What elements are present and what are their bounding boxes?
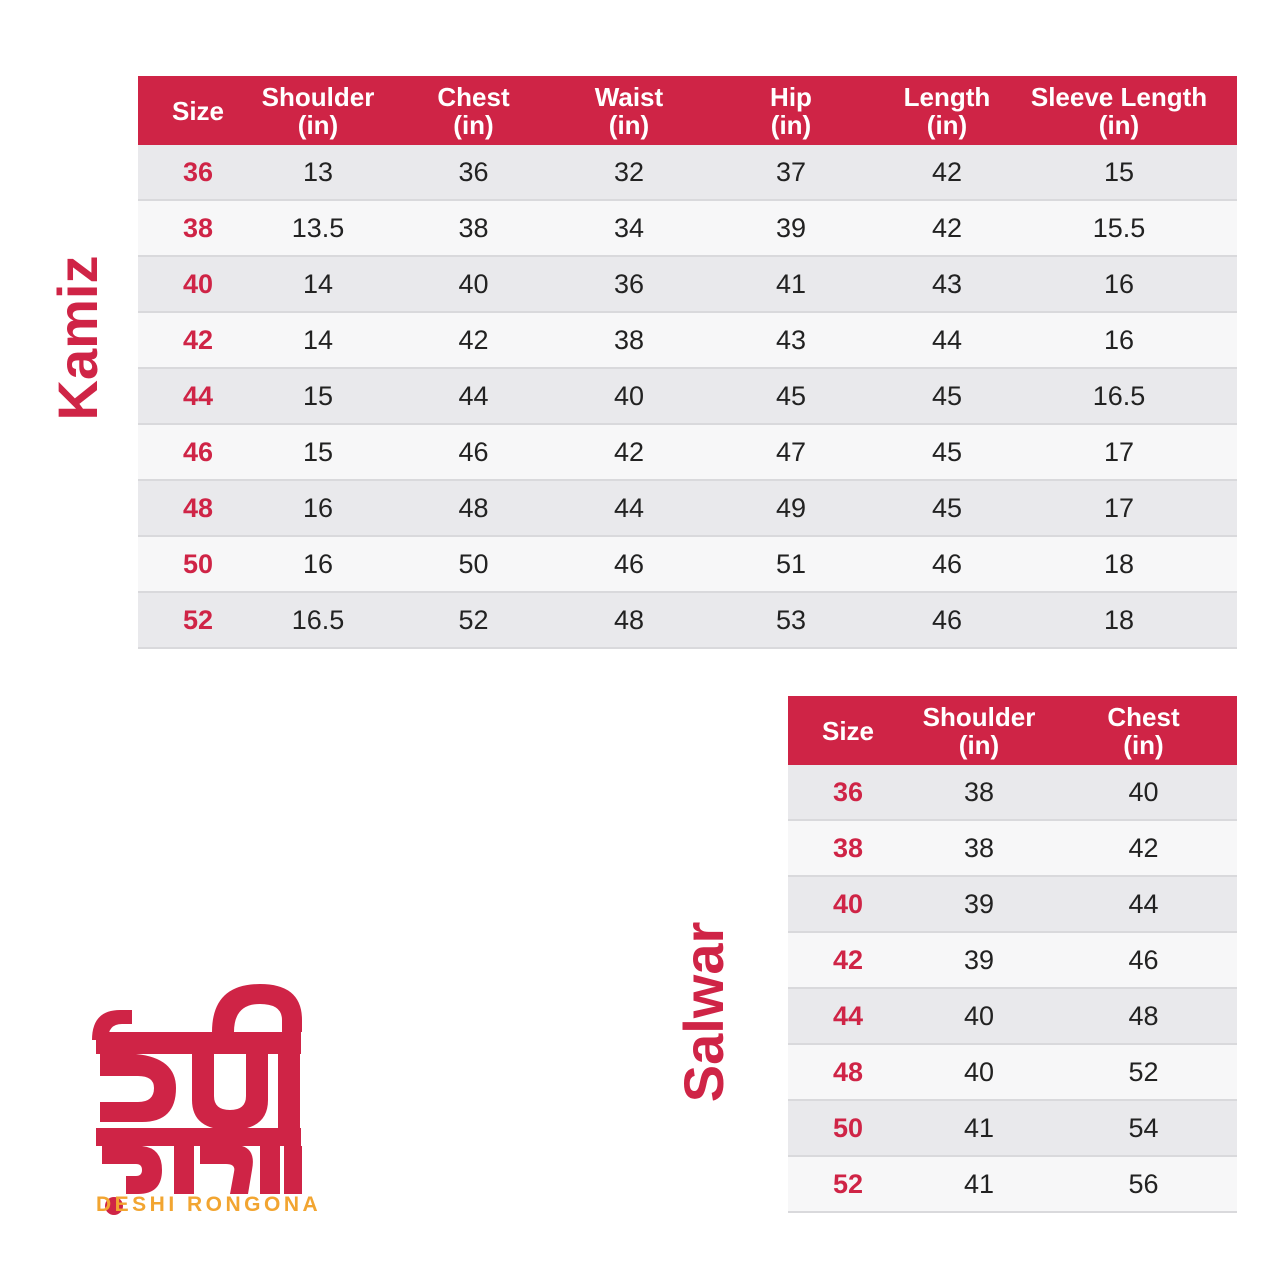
- measurement-cell: 47: [689, 424, 893, 480]
- table-row: [138, 200, 1237, 256]
- measurement-cell: 53: [689, 592, 893, 648]
- measurement-cell: 16.5: [1001, 368, 1237, 424]
- measurement-cell: 46: [569, 536, 689, 592]
- measurement-cell: 14: [258, 256, 378, 312]
- measurement-cell: 39: [689, 200, 893, 256]
- measurement-cell: 44: [893, 312, 1001, 368]
- kamiz-header-6: [1001, 76, 1237, 145]
- measurement-cell: 16: [1001, 256, 1237, 312]
- measurement-cell: 44: [378, 368, 569, 424]
- header-line: (in): [958, 729, 1000, 760]
- deshi-rongona-logo: [92, 980, 322, 1220]
- table-row: [788, 820, 1237, 876]
- measurement-cell: 17: [1001, 480, 1237, 536]
- header-line: (in): [926, 109, 968, 140]
- measurement-cell: 43: [689, 312, 893, 368]
- measurement-cell: 46: [1050, 932, 1237, 988]
- size-cell: 44: [788, 988, 908, 1044]
- brand-name: DESHI RONGONA: [96, 1193, 322, 1216]
- measurement-cell: 18: [1001, 592, 1237, 648]
- measurement-cell: 56: [1050, 1156, 1237, 1212]
- table-row: [138, 145, 1237, 200]
- kamiz-header-5: [893, 76, 1001, 145]
- header-line: Chest: [1107, 701, 1180, 732]
- kamiz-header-4: [689, 76, 893, 145]
- header-line: Size: [171, 95, 225, 126]
- measurement-cell: 42: [569, 424, 689, 480]
- measurement-cell: 40: [908, 1044, 1050, 1100]
- header-line: Shoulder: [922, 701, 1036, 732]
- kamiz-section-label: Kamiz: [46, 255, 109, 421]
- salwar-size-table: [788, 696, 1237, 1213]
- table-row: [788, 1100, 1237, 1156]
- size-cell: 40: [138, 256, 258, 312]
- size-cell: 36: [138, 145, 258, 200]
- measurement-cell: 32: [569, 145, 689, 200]
- size-cell: 46: [138, 424, 258, 480]
- measurement-cell: 41: [908, 1100, 1050, 1156]
- size-cell: 50: [138, 536, 258, 592]
- table-row: [788, 1044, 1237, 1100]
- measurement-cell: 52: [378, 592, 569, 648]
- table-row: [138, 480, 1237, 536]
- header-line: Hip: [770, 81, 812, 112]
- measurement-cell: 45: [893, 424, 1001, 480]
- header-line: Length: [903, 81, 991, 112]
- measurement-cell: 42: [893, 145, 1001, 200]
- measurement-cell: 45: [893, 480, 1001, 536]
- salwar-header-row: [788, 696, 1237, 765]
- salwar-table-body: [788, 765, 1237, 1212]
- salwar-section-label: Salwar: [672, 921, 735, 1103]
- table-row: [138, 592, 1237, 648]
- measurement-cell: 13.5: [258, 200, 378, 256]
- measurement-cell: 46: [893, 592, 1001, 648]
- measurement-cell: 16: [1001, 312, 1237, 368]
- measurement-cell: 16.5: [258, 592, 378, 648]
- measurement-cell: 48: [378, 480, 569, 536]
- size-cell: 36: [788, 765, 908, 820]
- measurement-cell: 36: [378, 145, 569, 200]
- table-row: [138, 312, 1237, 368]
- measurement-cell: 38: [908, 765, 1050, 820]
- measurement-cell: 46: [378, 424, 569, 480]
- measurement-cell: 43: [893, 256, 1001, 312]
- salwar-header-2: [1050, 696, 1237, 765]
- header-line: (in): [608, 109, 650, 140]
- size-cell: 50: [788, 1100, 908, 1156]
- size-cell: 38: [788, 820, 908, 876]
- measurement-cell: 42: [1050, 820, 1237, 876]
- measurement-cell: 39: [908, 932, 1050, 988]
- table-row: [788, 876, 1237, 932]
- measurement-cell: 50: [378, 536, 569, 592]
- measurement-cell: 41: [689, 256, 893, 312]
- kamiz-header-row: [138, 76, 1237, 145]
- header-line: (in): [1123, 729, 1164, 760]
- header-line: Sleeve Length: [1030, 81, 1208, 112]
- measurement-cell: 51: [689, 536, 893, 592]
- measurement-cell: 18: [1001, 536, 1237, 592]
- kamiz-header-0: [138, 76, 258, 145]
- kamiz-size-table: [138, 76, 1237, 649]
- measurement-cell: 14: [258, 312, 378, 368]
- measurement-cell: 44: [569, 480, 689, 536]
- measurement-cell: 54: [1050, 1100, 1237, 1156]
- kamiz-header-1: [258, 76, 378, 145]
- table-row: [138, 368, 1237, 424]
- header-line: Chest: [437, 81, 510, 112]
- measurement-cell: 15: [1001, 145, 1237, 200]
- measurement-cell: 42: [378, 312, 569, 368]
- header-line: Shoulder: [261, 81, 375, 112]
- table-row: [788, 932, 1237, 988]
- measurement-cell: 16: [258, 480, 378, 536]
- size-cell: 52: [138, 592, 258, 648]
- measurement-cell: 45: [893, 368, 1001, 424]
- measurement-cell: 37: [689, 145, 893, 200]
- measurement-cell: 15.5: [1001, 200, 1237, 256]
- logo-script-mark: [92, 984, 322, 1216]
- salwar-header-0: [788, 696, 908, 765]
- measurement-cell: 48: [1050, 988, 1237, 1044]
- table-row: [788, 1156, 1237, 1212]
- header-line: Size: [821, 715, 875, 746]
- measurement-cell: 40: [1050, 765, 1237, 820]
- measurement-cell: 38: [569, 312, 689, 368]
- size-cell: 42: [138, 312, 258, 368]
- measurement-cell: 36: [569, 256, 689, 312]
- measurement-cell: 52: [1050, 1044, 1237, 1100]
- table-row: [138, 424, 1237, 480]
- kamiz-table-body: [138, 145, 1237, 648]
- header-line: Waist: [594, 81, 664, 112]
- measurement-cell: 44: [1050, 876, 1237, 932]
- table-row: [788, 988, 1237, 1044]
- salwar-table-header: [788, 696, 1237, 765]
- kamiz-header-3: [569, 76, 689, 145]
- header-line: (in): [297, 109, 339, 140]
- measurement-cell: 17: [1001, 424, 1237, 480]
- size-cell: 48: [138, 480, 258, 536]
- header-line: (in): [1098, 109, 1140, 140]
- header-line: (in): [770, 109, 812, 140]
- measurement-cell: 15: [258, 424, 378, 480]
- header-line: (in): [453, 109, 494, 140]
- size-cell: 40: [788, 876, 908, 932]
- size-cell: 44: [138, 368, 258, 424]
- size-cell: 52: [788, 1156, 908, 1212]
- measurement-cell: 38: [908, 820, 1050, 876]
- table-row: [138, 256, 1237, 312]
- measurement-cell: 34: [569, 200, 689, 256]
- size-cell: 38: [138, 200, 258, 256]
- size-cell: 42: [788, 932, 908, 988]
- measurement-cell: 42: [893, 200, 1001, 256]
- measurement-cell: 40: [569, 368, 689, 424]
- measurement-cell: 45: [689, 368, 893, 424]
- table-row: [138, 536, 1237, 592]
- table-row: [788, 765, 1237, 820]
- kamiz-table-header: [138, 76, 1237, 145]
- measurement-cell: 46: [893, 536, 1001, 592]
- measurement-cell: 39: [908, 876, 1050, 932]
- kamiz-header-2: [378, 76, 569, 145]
- measurement-cell: 15: [258, 368, 378, 424]
- measurement-cell: 41: [908, 1156, 1050, 1212]
- salwar-header-1: [908, 696, 1050, 765]
- measurement-cell: 48: [569, 592, 689, 648]
- measurement-cell: 38: [378, 200, 569, 256]
- measurement-cell: 40: [378, 256, 569, 312]
- measurement-cell: 16: [258, 536, 378, 592]
- measurement-cell: 49: [689, 480, 893, 536]
- measurement-cell: 40: [908, 988, 1050, 1044]
- measurement-cell: 13: [258, 145, 378, 200]
- size-cell: 48: [788, 1044, 908, 1100]
